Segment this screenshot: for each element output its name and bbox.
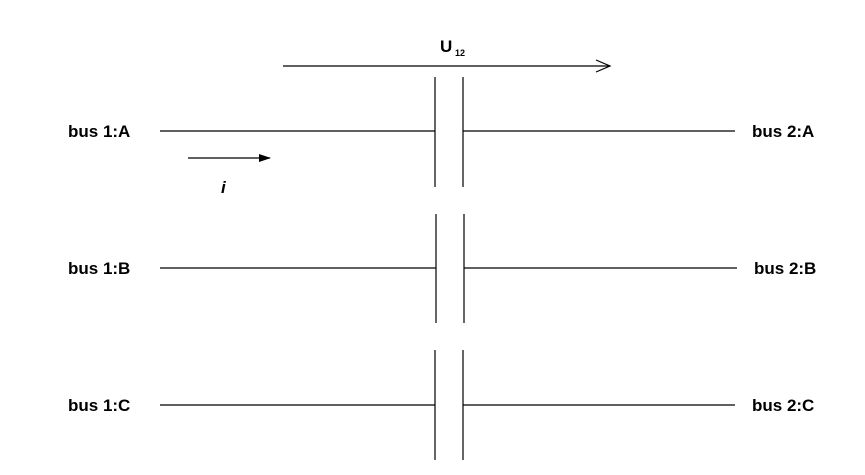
bus2-label-b: bus 2:B [754, 259, 817, 278]
bus2-label-a: bus 2:A [752, 122, 815, 141]
current-indicator [188, 158, 270, 197]
bus1-label-b: bus 1:B [68, 259, 131, 278]
voltage-subscript: 12 [455, 48, 466, 58]
phase-row-a [68, 77, 814, 187]
phase-row-c [68, 350, 814, 460]
bus2-label-c: bus 2:C [752, 396, 815, 415]
bus1-label-c: bus 1:C [68, 396, 131, 415]
voltage-symbol: U [440, 37, 453, 56]
bus1-label-a: bus 1:A [68, 122, 131, 141]
voltage-indicator [283, 37, 610, 72]
current-symbol: i [221, 178, 226, 197]
phase-row-b [68, 214, 816, 323]
